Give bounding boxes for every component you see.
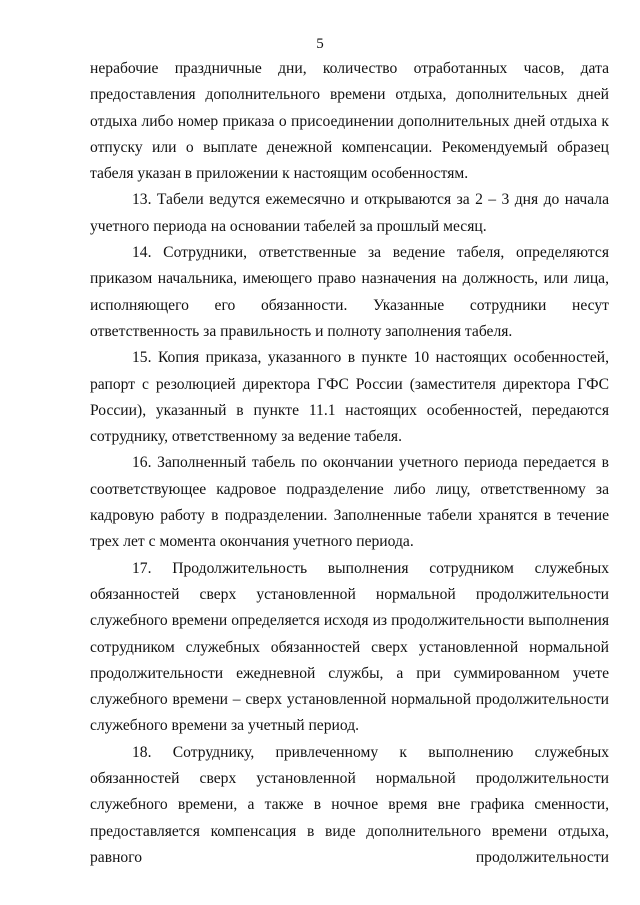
paragraph-13: 13. Табели ведутся ежемесячно и открываются за 2 – 3 дня до начала учетного периода на основании табелей за прошлый месяц. bbox=[90, 191, 609, 235]
paragraph-18: 18. Сотруднику, привлеченному к выполнению служебных обязанностей сверх установленной нормальной продолжительности служебного времени, а также в ночное время вне графика сменности, предоставляется компенсация в виде дополнительного времени отдыха, равного продолжительности bbox=[90, 743, 609, 866]
document-body bbox=[90, 56, 609, 871]
paragraph-15: 15. Копия приказа, указанного в пункте 10 настоящих особенностей, рапорт с резолюцией директора ГФС России (заместителя директора ГФС России), указанный в пункте 11.1 настоящих особенностей, передаются сотруднику, ответственному за ведение табеля. bbox=[90, 349, 609, 446]
page-number: 5 bbox=[316, 36, 324, 52]
paragraph-continuation: нерабочие праздничные дни, количество отработанных часов, дата предоставления дополнительного времени отдыха, дополнительных дней отдыха либо номер приказа о присоединении дополнительных дней отдыха к отпуску или о выплате денежной компенсации. Рекомендуемый образец табеля указан в приложении к настоящим особенностям. bbox=[90, 60, 609, 183]
paragraph-14: 14. Сотрудники, ответственные за ведение табеля, определяются приказом начальника, имеющего право назначения на должность, или лица, исполняющего его обязанности. Указанные сотрудники несут ответственность за правильность и полноту заполнения табеля. bbox=[90, 244, 609, 340]
paragraph-17: 17. Продолжительность выполнения сотрудником служебных обязанностей сверх установленной нормальной продолжительности служебного времени определяется исходя из продолжительности выполнения сотрудником служебных обязанностей сверх установленной нормальной продолжительности ежедневной службы, а при суммированном учете служебного времени – сверх установленной нормальной продолжительности служебного времени за учетный период. bbox=[90, 559, 609, 735]
paragraph-16: 16. Заполненный табель по окончании учетного периода передается в соответствующее кадровое подразделение либо лицу, ответственному за кадровую работу в подразделении. Заполненные табели хранятся в течение трех лет с момента окончания учетного периода. bbox=[90, 454, 609, 551]
